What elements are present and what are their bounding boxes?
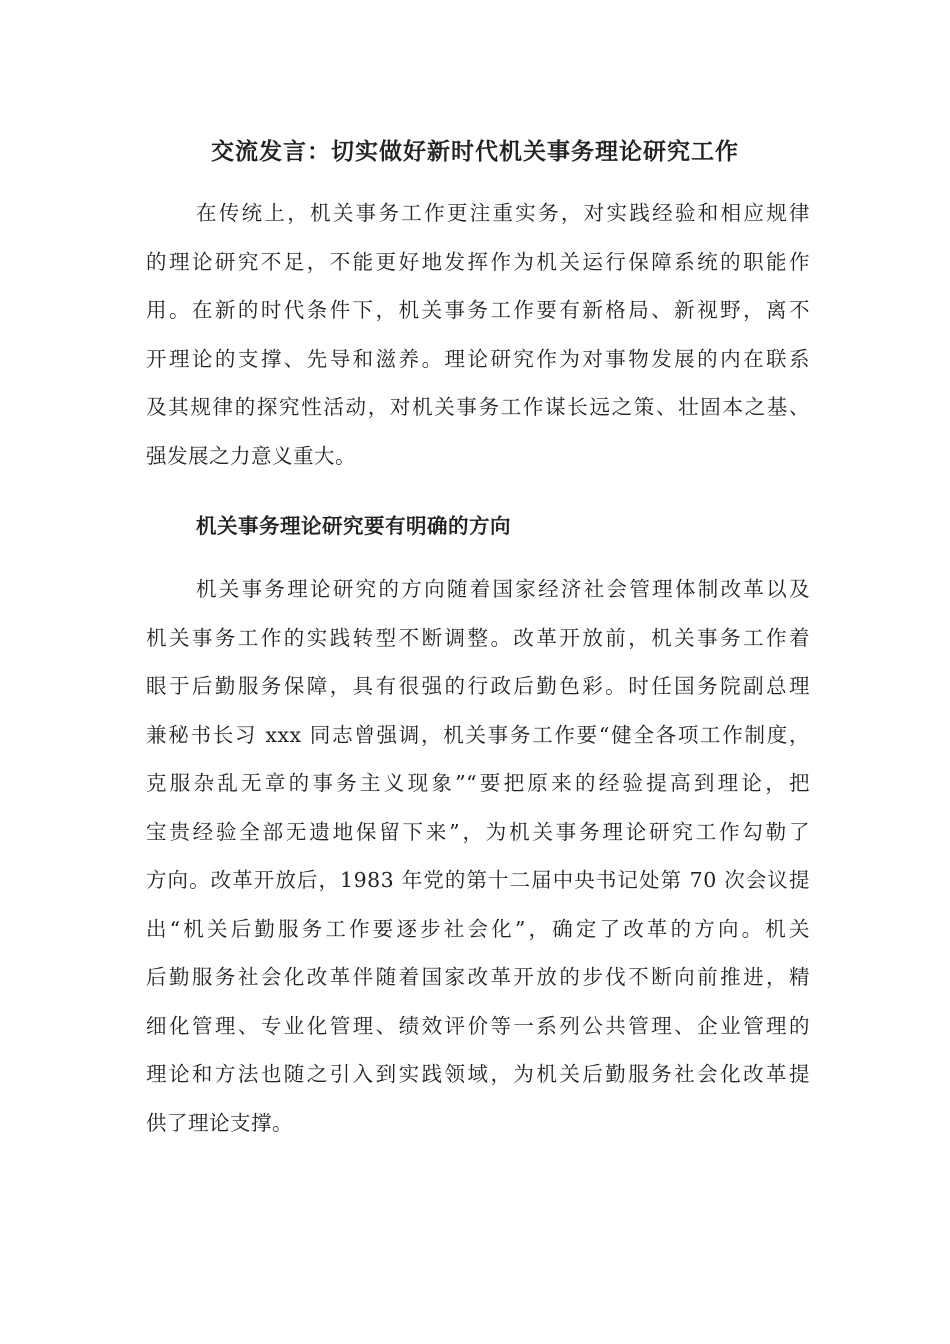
paragraph-line: 开理论的支撑、先导和滋养。理论研究作为对事物发展的内在联系 bbox=[146, 346, 810, 371]
paragraph-line: 及其规律的探究性活动，对机关事务工作谋长远之策、壮固本之基、 bbox=[146, 395, 810, 419]
intro-paragraph bbox=[146, 189, 810, 480]
paragraph-line: 方向。改革开放后，1983 年党的第十二届中央书记处第 70 次会议提 bbox=[146, 868, 810, 892]
paragraph-line: 供了理论支撑。 bbox=[146, 1110, 293, 1135]
paragraph-line: 理论和方法也随之引入到实践领域，为机关后勤服务社会化改革提 bbox=[146, 1062, 810, 1086]
paragraph-line: 兼秘书长习 xxx 同志曾强调，机关事务工作要“健全各项工作制度， bbox=[146, 722, 810, 747]
paragraph-line: 用。在新的时代条件下，机关事务工作要有新格局、新视野，离不 bbox=[146, 298, 810, 322]
section-heading: 机关事务理论研究要有明确的方向 bbox=[196, 514, 511, 538]
paragraph-line: 克服杂乱无章的事务主义现象”“要把原来的经验提高到理论，把 bbox=[146, 771, 810, 795]
body-paragraph bbox=[146, 565, 810, 1147]
paragraph-line: 细化管理、专业化管理、绩效评价等一系列公共管理、企业管理的 bbox=[146, 1013, 810, 1038]
paragraph-line: 宝贵经验全部无遗地保留下来”，为机关事务理论研究工作勾勒了 bbox=[146, 819, 810, 844]
paragraph-line: 在传统上，机关事务工作更注重实务，对实践经验和相应规律 bbox=[196, 201, 810, 225]
paragraph-line: 后勤服务社会化改革伴随着国家改革开放的步伐不断向前推进，精 bbox=[146, 965, 810, 989]
paragraph-line: 机关事务理论研究的方向随着国家经济社会管理体制改革以及 bbox=[196, 577, 810, 601]
paragraph-line: 机关事务工作的实践转型不断调整。改革开放前，机关事务工作着 bbox=[146, 625, 810, 650]
paragraph-line: 强发展之力意义重大。 bbox=[146, 443, 356, 468]
paragraph-line: 的理论研究不足，不能更好地发挥作为机关运行保障系统的职能作 bbox=[146, 249, 810, 274]
paragraph-line: 出“机关后勤服务工作要逐步社会化”，确定了改革的方向。机关 bbox=[146, 916, 810, 941]
paragraph-line: 眼于后勤服务保障，具有很强的行政后勤色彩。时任国务院副总理 bbox=[146, 674, 810, 698]
document-title: 交流发言：切实做好新时代机关事务理论研究工作 bbox=[211, 138, 739, 165]
